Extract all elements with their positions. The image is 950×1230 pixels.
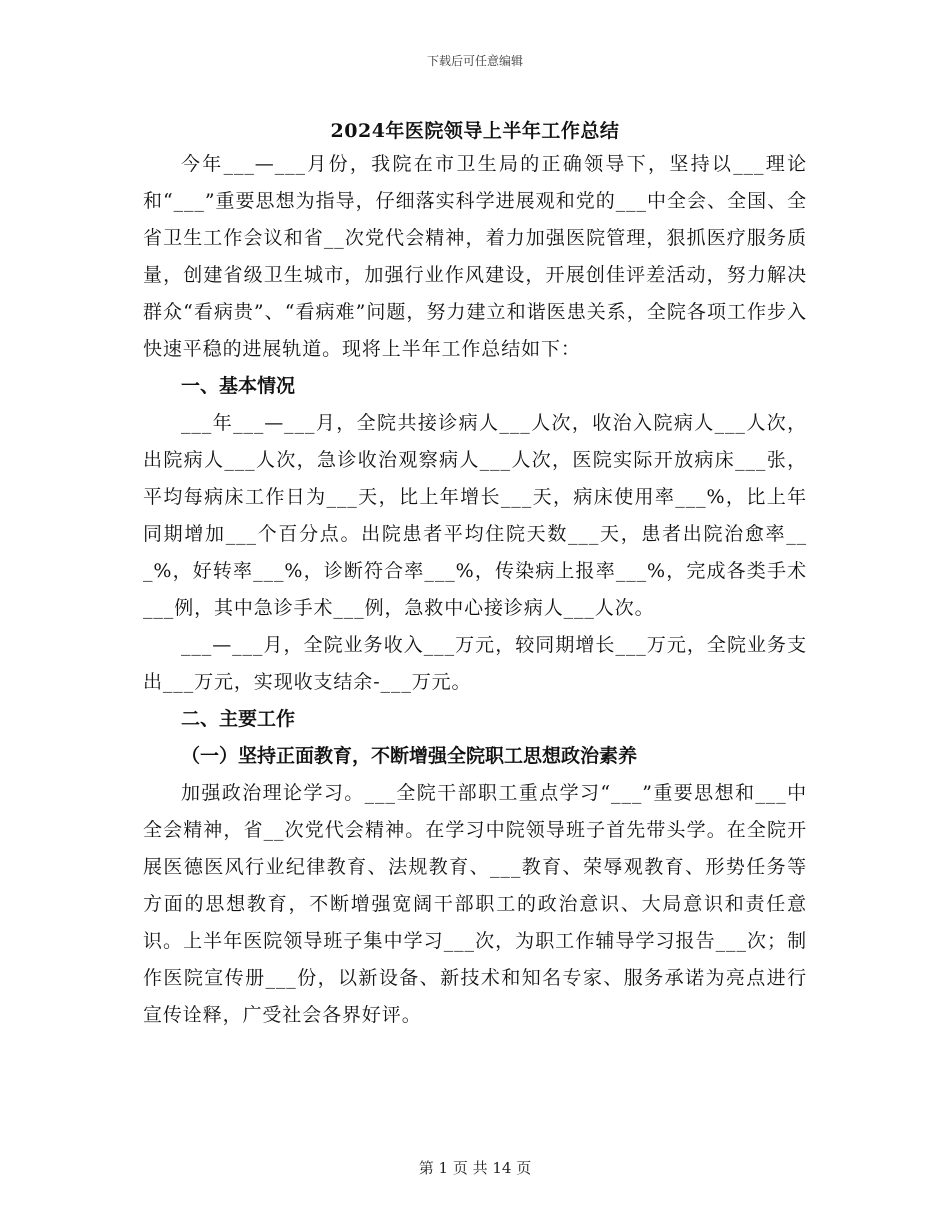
subsection-heading-education: （一）坚持正面教育，不断增强全院职工思想政治素养 [181, 745, 638, 767]
document-title: 2024年医院领导上半年工作总结 [330, 120, 620, 142]
basic-situation-paragraph-1: ___年___—___月，全院共接诊病人___人次，收治入院病人___人次，出院病人___人次，急诊收治观察病人___人次，医院实际开放病床___张，平均每病床工作日为___天，比上年增长___天，病床使用率___%，比上年同期增加___个百分点。出院患者平均住院天数___天，患者出院治愈率___%，好转率___%，诊断符合率___%，传染病上报率___%，完成各类手术___例，其中急诊手术___例，急救中心接诊病人___人次。 [143, 412, 807, 619]
document-body [143, 146, 807, 1034]
section-heading-basic-situation: 一、基本情况 [181, 375, 296, 397]
page-header-note: 下载后可任意编辑 [426, 54, 523, 68]
education-paragraph: 加强政治理论学习。___全院干部职工重点学习“___”重要思想和___中全会精神，省__次党代会精神。在学习中院领导班子首先带头学。在全院开展医德医风行业纪律教育、法规教育、___教育、荣辱观教育、形势任务等方面的思想教育，不断增强宽阔干部职工的政治意识、大局意识和责任意识。上半年医院领导班子集中学习___次，为职工作辅导学习报告___次；制作医院宣传册___份，以新设备、新技术和知名专家、服务承诺为亮点进行宣传诠释，广受社会各界好评。 [143, 782, 807, 1026]
page-number: 第 1 页 共 14 页 [418, 1159, 532, 1177]
section-heading-main-work: 二、主要工作 [181, 708, 296, 730]
intro-paragraph: 今年___—___月份，我院在市卫生局的正确领导下，坚持以___理论和“___”重要思想为指导，仔细落实科学进展观和党的___中全会、全国、全省卫生工作会议和省__次党代会精神，着力加强医院管理，狠抓医疗服务质量，创建省级卫生城市，加强行业作风建设，开展创佳评差活动，努力解决群众“看病贵”、“看病难”问题，努力建立和谐医患关系，全院各项工作步入快速平稳的进展轨道。现将上半年工作总结如下： [143, 153, 807, 360]
basic-situation-paragraph-2: ___—___月，全院业务收入___万元，较同期增长___万元，全院业务支出___万元，实现收支结余-___万元。 [143, 634, 807, 693]
